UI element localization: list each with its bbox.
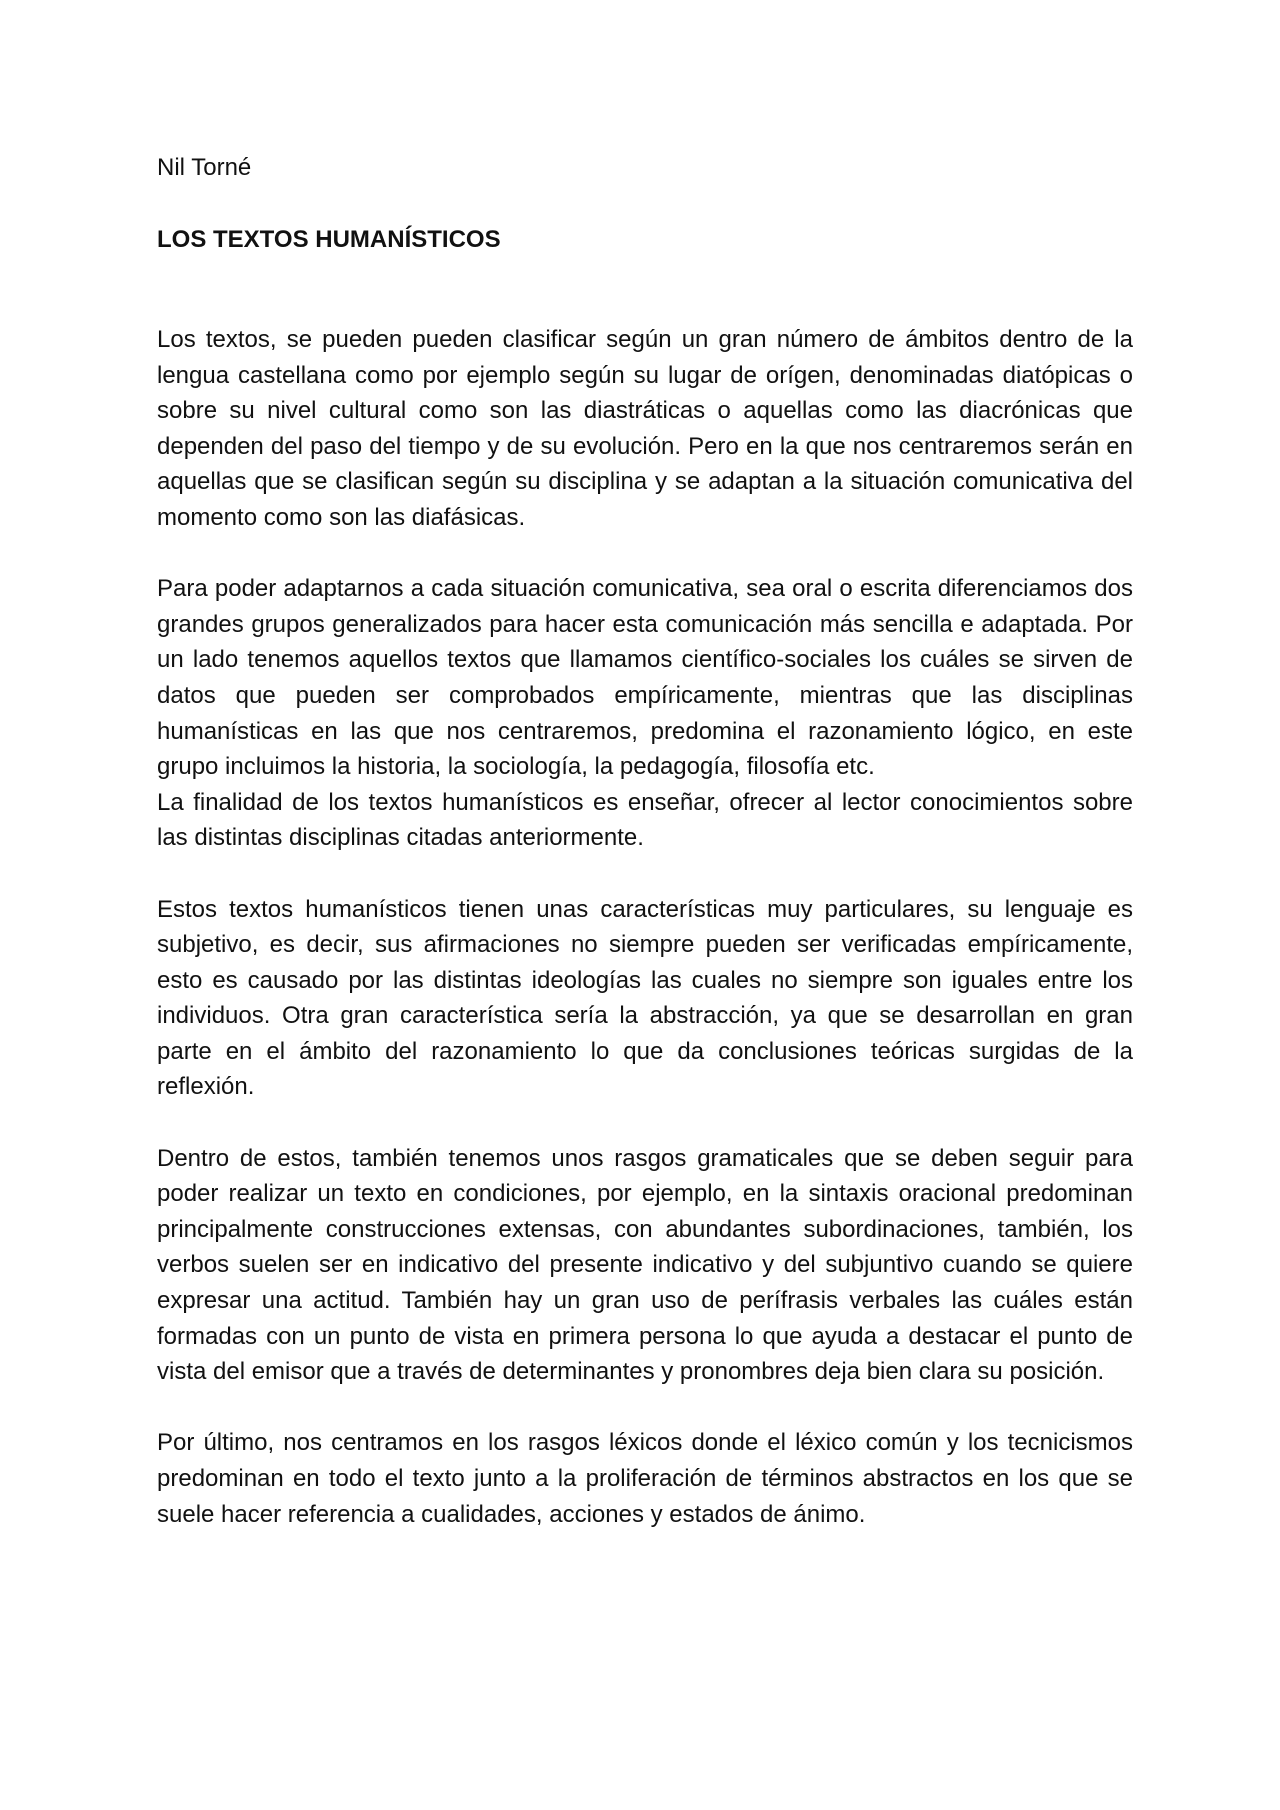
paragraph-purpose: La finalidad de los textos humanísticos es enseñar, ofrecer al lector conocimientos sobre las distintas disciplinas citadas anteriormente. bbox=[157, 788, 1133, 852]
document-title: LOS TEXTOS HUMANÍSTICOS bbox=[157, 226, 501, 253]
paragraph-grammar: Dentro de estos, también tenemos unos rasgos gramaticales que se deben seguir para poder realizar un texto en condiciones, por ejemplo, en la sintaxis oracional predominan principalmente construcciones extensas, con abundantes subordinaciones, también, los verbos suelen ser en indicativo del presente indicativo y del subjuntivo cuando se quiere expresar una actitud. También hay un gran uso de perífrasis verbales las cuáles están formadas con un punto de vista en primera persona lo que ayuda a destacar el punto de vista del emisor que a través de determinantes y pronombres deja bien clara su posición. bbox=[157, 1144, 1133, 1386]
author-name: Nil Torné bbox=[157, 154, 252, 181]
paragraph-intro: Los textos, se pueden pueden clasificar según un gran número de ámbitos dentro de la lengua castellana como por ejemplo según su lugar de orígen, denominadas diatópicas o sobre su nivel cultural como son las diastráticas o aquellas como las diacrónicas que dependen del paso del tiempo y de su evolución. Pero en la que nos centraremos serán en aquellas que se clasifican según su disciplina y se adaptan a la situación comunicativa del momento como son las diafásicas. bbox=[157, 326, 1133, 531]
document-body bbox=[157, 322, 1133, 1532]
paragraph-groups: Para poder adaptarnos a cada situación comunicativa, sea oral o escrita diferenciamos dos grandes grupos generalizados para hacer esta comunicación más sencilla e adaptada. Por un lado tenemos aquellos textos que llamamos científico-sociales los cuáles se sirven de datos que pueden ser comprobados empíricamente, mientras que las disciplinas humanísticas en las que nos centraremos, predomina el razonamiento lógico, en este grupo incluimos la historia, la sociología, la pedagogía, filosofía etc. bbox=[157, 575, 1133, 781]
paragraph-characteristics: Estos textos humanísticos tienen unas características muy particulares, su lenguaje es subjetivo, es decir, sus afirmaciones no siempre pueden ser verificadas empíricamente, esto es causado por las distintas ideologías las cuales no siempre son iguales entre los individuos. Otra gran característica sería la abstracción, ya que se desarrollan en gran parte en el ámbito del razonamiento lo que da conclusiones teóricas surgidas de la reflexión. bbox=[157, 895, 1133, 1101]
paragraph-lexicon: Por último, nos centramos en los rasgos léxicos donde el léxico común y los tecnicismos predominan en todo el texto junto a la proliferación de términos abstractos en los que se suele hacer referencia a cualidades, acciones y estados de ánimo. bbox=[157, 1429, 1133, 1528]
document-content bbox=[157, 150, 1133, 1532]
